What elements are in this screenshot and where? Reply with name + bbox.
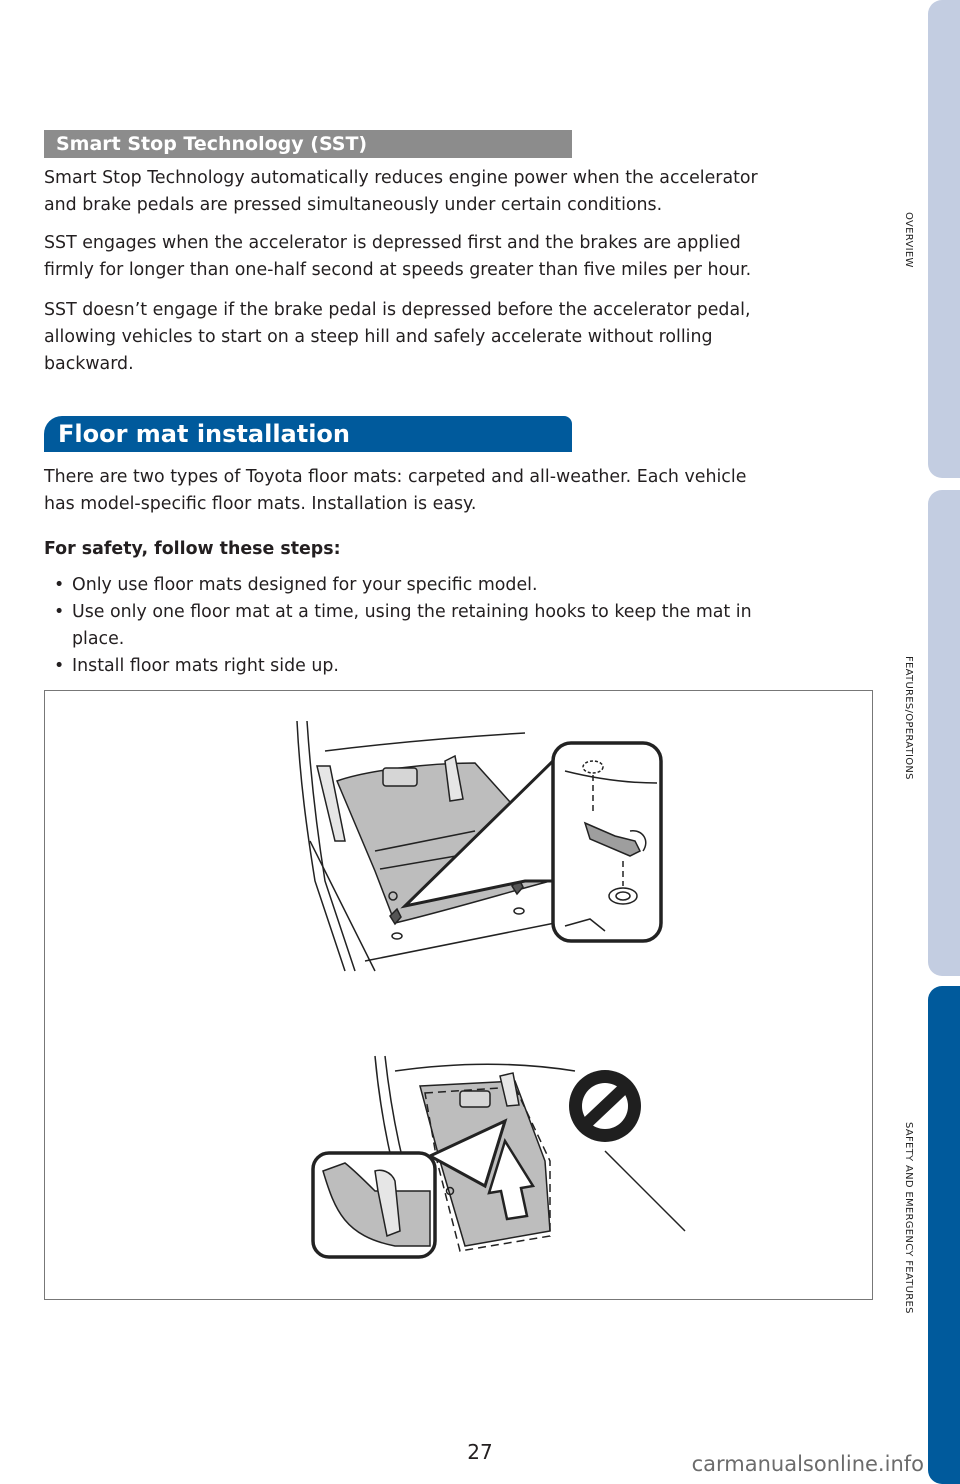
floor-mat-heading: Floor mat installation (44, 416, 572, 452)
tab-label-overview: OVERVIEW (903, 212, 914, 268)
list-item: • Install floor mats right side up. (44, 653, 864, 680)
floor-mat-intro: There are two types of Toyota floor mats: carpeted and all-weather. Each vehicle has model-specific floor mats. Installation is easy. (44, 467, 747, 514)
tab-label-safety: SAFETY AND EMERGENCY FEATURES (903, 1122, 914, 1314)
safety-steps-list (44, 572, 864, 680)
tab-safety-emergency[interactable] (928, 986, 960, 1484)
floor-mat-diagram (45, 691, 872, 1299)
incorrect-installation-figure (313, 1056, 685, 1257)
tab-features-operations[interactable] (928, 490, 960, 976)
sst-heading: Smart Stop Technology (SST) (44, 130, 572, 158)
list-item: • Only use floor mats designed for your specific model. (44, 572, 864, 599)
page-number: 27 (467, 1440, 493, 1464)
watermark: carmanualsonline.info (691, 1452, 924, 1476)
safety-steps-heading: For safety, follow these steps: (44, 539, 341, 559)
floor-mat-illustration (44, 690, 873, 1300)
list-item: • Use only one floor mat at a time, using the retaining hooks to keep the mat in place. (44, 599, 864, 653)
sst-paragraph-2: SST engages when the accelerator is depressed first and the brakes are applied firmly for longer than one-half second at speeds greater than five miles per hour. (44, 233, 752, 280)
tab-label-features: FEATURES/OPERATIONS (903, 656, 914, 780)
tab-overview[interactable] (928, 0, 960, 478)
sst-paragraph-1: Smart Stop Technology automatically reduces engine power when the accelerator and brake pedals are pressed simultaneously under certain conditions. (44, 168, 758, 215)
sst-paragraph-3: SST doesn’t engage if the brake pedal is depressed before the accelerator pedal, allowing vehicles to start on a steep hill and safely accelerate without rolling backward. (44, 300, 751, 374)
correct-installation-figure (297, 721, 661, 971)
side-tabs (928, 0, 960, 1484)
